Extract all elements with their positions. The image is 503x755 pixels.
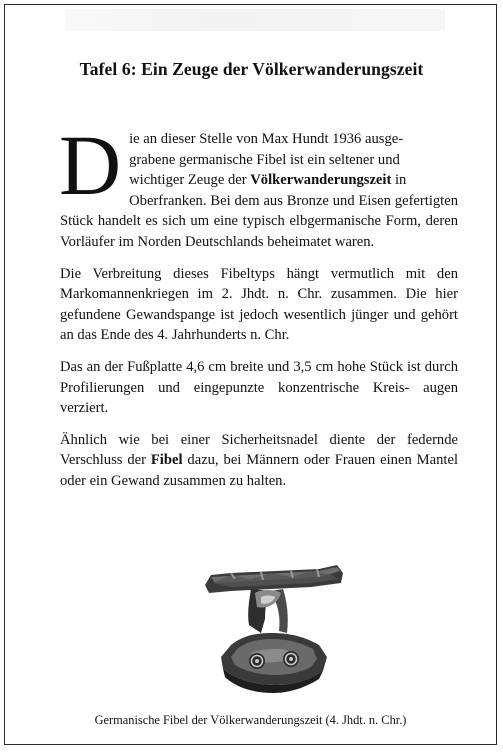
- paragraph-intro: [59, 117, 458, 253]
- intro-rest: Oberfranken. Bei dem aus Bronze und Eisen gefertigten Stück handelt es sich um eine typisch elbgermanische Form, deren Vorläufer im Norden Deutschlands beheimatet waren.: [60, 192, 458, 250]
- drop-cap: D: [59, 117, 122, 213]
- plaque-page: [4, 4, 497, 745]
- function-text-end: dazu, bei Männern oder Frauen einen Mantel oder ein Gewand zusammen zu halten.: [60, 452, 458, 489]
- intro-line-1: ie an dieser Stelle von Max Hundt 1936 ausge-: [129, 131, 404, 147]
- intro-line-2: grabene germanische Fibel ist ein seltener und: [129, 151, 400, 168]
- paragraph-description: Das an der Fußplatte 4,6 cm breite und 3,5 cm hohe Stück ist durch Profilierungen und eingepunzte konzentrische Kreis- augen verziert.: [60, 358, 458, 417]
- function-text-bold: Fibel: [150, 452, 183, 469]
- intro-line-3-bold: Völkerwanderungszeit: [250, 172, 392, 189]
- fibula-bow: [248, 589, 288, 633]
- paragraph-distribution: Die Verbreitung dieses Fibeltyps hängt vermutlich mit den Markomannenkriegen im 2. Jhdt. n. Chr. zusammen. Die hier gefundene Gewandspange ist jedoch wesentlich jünger und gehört an das Ende des 4. Jahrhunderts n. Chr.: [60, 265, 458, 344]
- faded-header-strip: [65, 9, 445, 31]
- fibula-foot-plate: [221, 633, 327, 693]
- body-text: [59, 117, 458, 503]
- intro-line-3-start: wichtiger Zeuge der: [129, 172, 251, 189]
- fibula-head-plate: [205, 565, 343, 593]
- figure-caption: Germanische Fibel der Völkerwanderungszeit (4. Jhdt. n. Chr.): [94, 713, 407, 727]
- page-title: Tafel 6: Ein Zeuge der Völkerwanderungszeit: [79, 59, 424, 79]
- intro-line-3-end: in: [391, 172, 407, 189]
- fibula-image: [191, 553, 359, 699]
- paragraph-function: [60, 430, 458, 492]
- function-text-start: Ähnlich wie bei einer Sicherheitsnadel diente der federnde Verschluss der: [60, 431, 458, 469]
